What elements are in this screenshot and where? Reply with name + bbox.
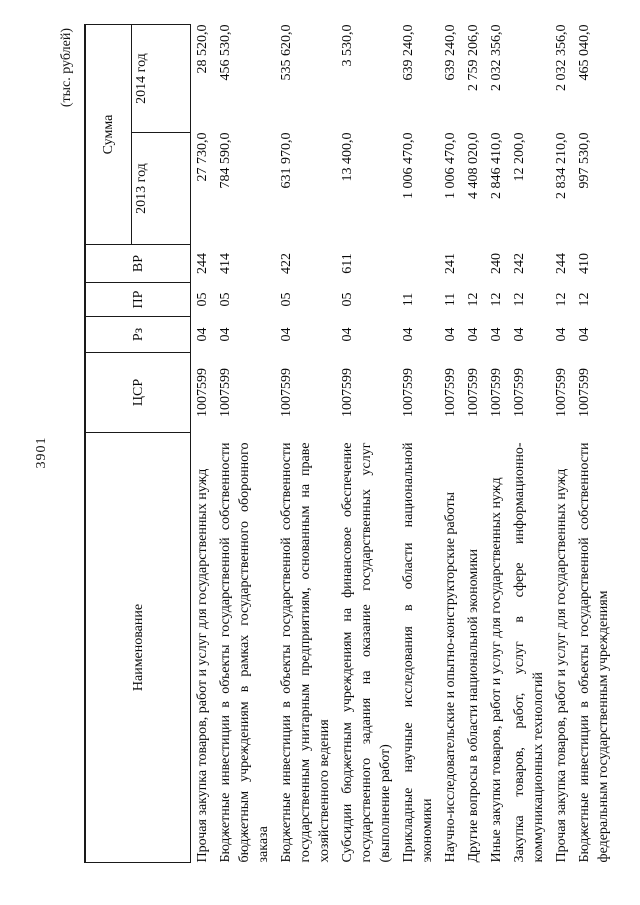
row-pr-code: 11 — [401, 292, 416, 307]
row-vr-code: 240 — [489, 253, 504, 274]
table-row — [550, 25, 573, 863]
row-csr-code: 1007599 — [489, 368, 504, 417]
row-sum-2014: 2 032 356,0 — [554, 24, 569, 91]
row-vr-code: 242 — [512, 253, 527, 274]
row-name: Субсидии бюджетным учреждениям на финансовое обеспечение государственного задания на оказание государственных услуг (выполнение работ) — [340, 442, 393, 863]
row-sum-2013: 13 400,0 — [340, 132, 355, 182]
table-body — [191, 25, 616, 863]
table-row — [573, 25, 615, 863]
row-sum-2013: 784 590,0 — [218, 132, 233, 189]
row-pr-code: 11 — [443, 292, 458, 307]
row-csr-code: 1007599 — [512, 368, 527, 417]
row-pr-code: 05 — [195, 292, 210, 307]
row-sum-2013: 1 006 470,0 — [443, 132, 458, 199]
row-rz-code: 04 — [195, 327, 210, 342]
row-vr-code: 410 — [577, 253, 592, 274]
row-name: Закупка товаров, работ, услуг в сфере информационно-коммуникационных технологий — [512, 442, 546, 863]
row-csr-code: 1007599 — [554, 368, 569, 417]
row-rz-code: 04 — [554, 327, 569, 342]
row-sum-2014: 639 240,0 — [401, 24, 416, 81]
row-sum-2013: 631 970,0 — [279, 132, 294, 189]
budget-table — [84, 24, 615, 863]
row-vr-code: 422 — [279, 253, 294, 274]
row-sum-2013: 2 846 410,0 — [489, 132, 504, 199]
table-row — [191, 25, 215, 863]
table-row — [462, 25, 485, 863]
row-vr-code: 414 — [218, 253, 233, 274]
header-vr: ВР — [85, 245, 191, 283]
header-sum: Сумма — [85, 25, 132, 245]
header-csr: ЦСР — [85, 353, 191, 433]
row-vr-code: 611 — [340, 253, 355, 274]
table-row — [439, 25, 462, 863]
page-number: 3901 — [34, 436, 49, 469]
header-name: Наименование — [85, 433, 191, 863]
row-sum-2014: 2 032 356,0 — [489, 24, 504, 91]
row-sum-2013: 27 730,0 — [195, 132, 210, 182]
header-year-2014: 2014 год — [132, 25, 191, 133]
row-rz-code: 04 — [401, 327, 416, 342]
table-row — [508, 25, 550, 863]
row-csr-code: 1007599 — [401, 368, 416, 417]
table-row — [485, 25, 508, 863]
header-pr: ПР — [85, 283, 191, 317]
row-rz-code: 04 — [466, 327, 481, 342]
row-name: Бюджетные инвестиции в объекты государственной собственности бюджетным учреждениям в рамках государственного оборонного заказа — [218, 442, 271, 863]
header-rz: Рз — [85, 317, 191, 353]
row-vr-code: 244 — [554, 253, 569, 274]
row-csr-code: 1007599 — [443, 368, 458, 417]
row-pr-code: 12 — [512, 292, 527, 307]
row-csr-code: 1007599 — [340, 368, 355, 417]
row-name: Научно-исследовательские и опытно-конструкторские работы — [443, 491, 458, 863]
row-sum-2013: 997 530,0 — [577, 132, 592, 189]
row-sum-2014: 28 520,0 — [195, 24, 210, 74]
row-rz-code: 04 — [218, 327, 233, 342]
row-sum-2013: 4 408 020,0 — [466, 132, 481, 199]
row-sum-2014: 535 620,0 — [279, 24, 294, 81]
row-name: Прочая закупка товаров, работ и услуг для государственных нужд — [195, 468, 210, 863]
units-note: (тыс. рублей) — [59, 28, 74, 108]
row-pr-code: 05 — [340, 292, 355, 307]
row-sum-2013: 2 834 210,0 — [554, 132, 569, 199]
table-row — [336, 25, 397, 863]
row-pr-code: 12 — [466, 292, 481, 307]
row-name: Бюджетные инвестиции в объекты государственной собственности федеральным государственным учреждениям — [577, 442, 611, 863]
table-row — [275, 25, 336, 863]
row-csr-code: 1007599 — [466, 368, 481, 417]
row-vr-code — [397, 245, 439, 283]
table-row — [214, 25, 275, 863]
row-rz-code: 04 — [279, 327, 294, 342]
row-sum-2013: 1 006 470,0 — [401, 132, 416, 199]
row-vr-code: 244 — [195, 253, 210, 274]
row-pr-code: 12 — [489, 292, 504, 307]
row-rz-code: 04 — [443, 327, 458, 342]
row-pr-code: 05 — [279, 292, 294, 307]
row-rz-code: 04 — [489, 327, 504, 342]
row-sum-2013: 12 200,0 — [512, 132, 527, 182]
row-name: Иные закупки товаров, работ и услуг для государственных нужд — [489, 477, 504, 863]
row-rz-code: 04 — [512, 327, 527, 342]
row-rz-code: 04 — [340, 327, 355, 342]
row-sum-2014: 465 040,0 — [577, 24, 592, 81]
row-pr-code: 12 — [554, 292, 569, 307]
row-vr-code: 241 — [443, 253, 458, 274]
row-sum-2014: 3 530,0 — [340, 24, 355, 67]
row-pr-code: 12 — [577, 292, 592, 307]
row-vr-code — [462, 245, 485, 283]
row-name: Прочая закупка товаров, работ и услуг для государственных нужд — [554, 468, 569, 863]
row-name: Другие вопросы в области национальной экономики — [466, 548, 481, 863]
row-sum-2014: 2 759 206,0 — [466, 24, 481, 91]
row-sum-2014 — [508, 25, 550, 133]
row-sum-2014: 456 530,0 — [218, 24, 233, 81]
table-row — [397, 25, 439, 863]
row-name: Бюджетные инвестиции в объекты государственной собственности государственным унитарным предприятиям, основанным на праве хозяйственного ведения — [279, 442, 332, 863]
row-csr-code: 1007599 — [195, 368, 210, 417]
row-rz-code: 04 — [577, 327, 592, 342]
header-year-2013: 2013 год — [132, 133, 191, 245]
row-pr-code: 05 — [218, 292, 233, 307]
row-csr-code: 1007599 — [279, 368, 294, 417]
table-header — [85, 25, 191, 863]
row-csr-code: 1007599 — [577, 368, 592, 417]
row-csr-code: 1007599 — [218, 368, 233, 417]
row-sum-2014: 639 240,0 — [443, 24, 458, 81]
row-name: Прикладные научные исследования в области национальной экономики — [401, 442, 435, 863]
